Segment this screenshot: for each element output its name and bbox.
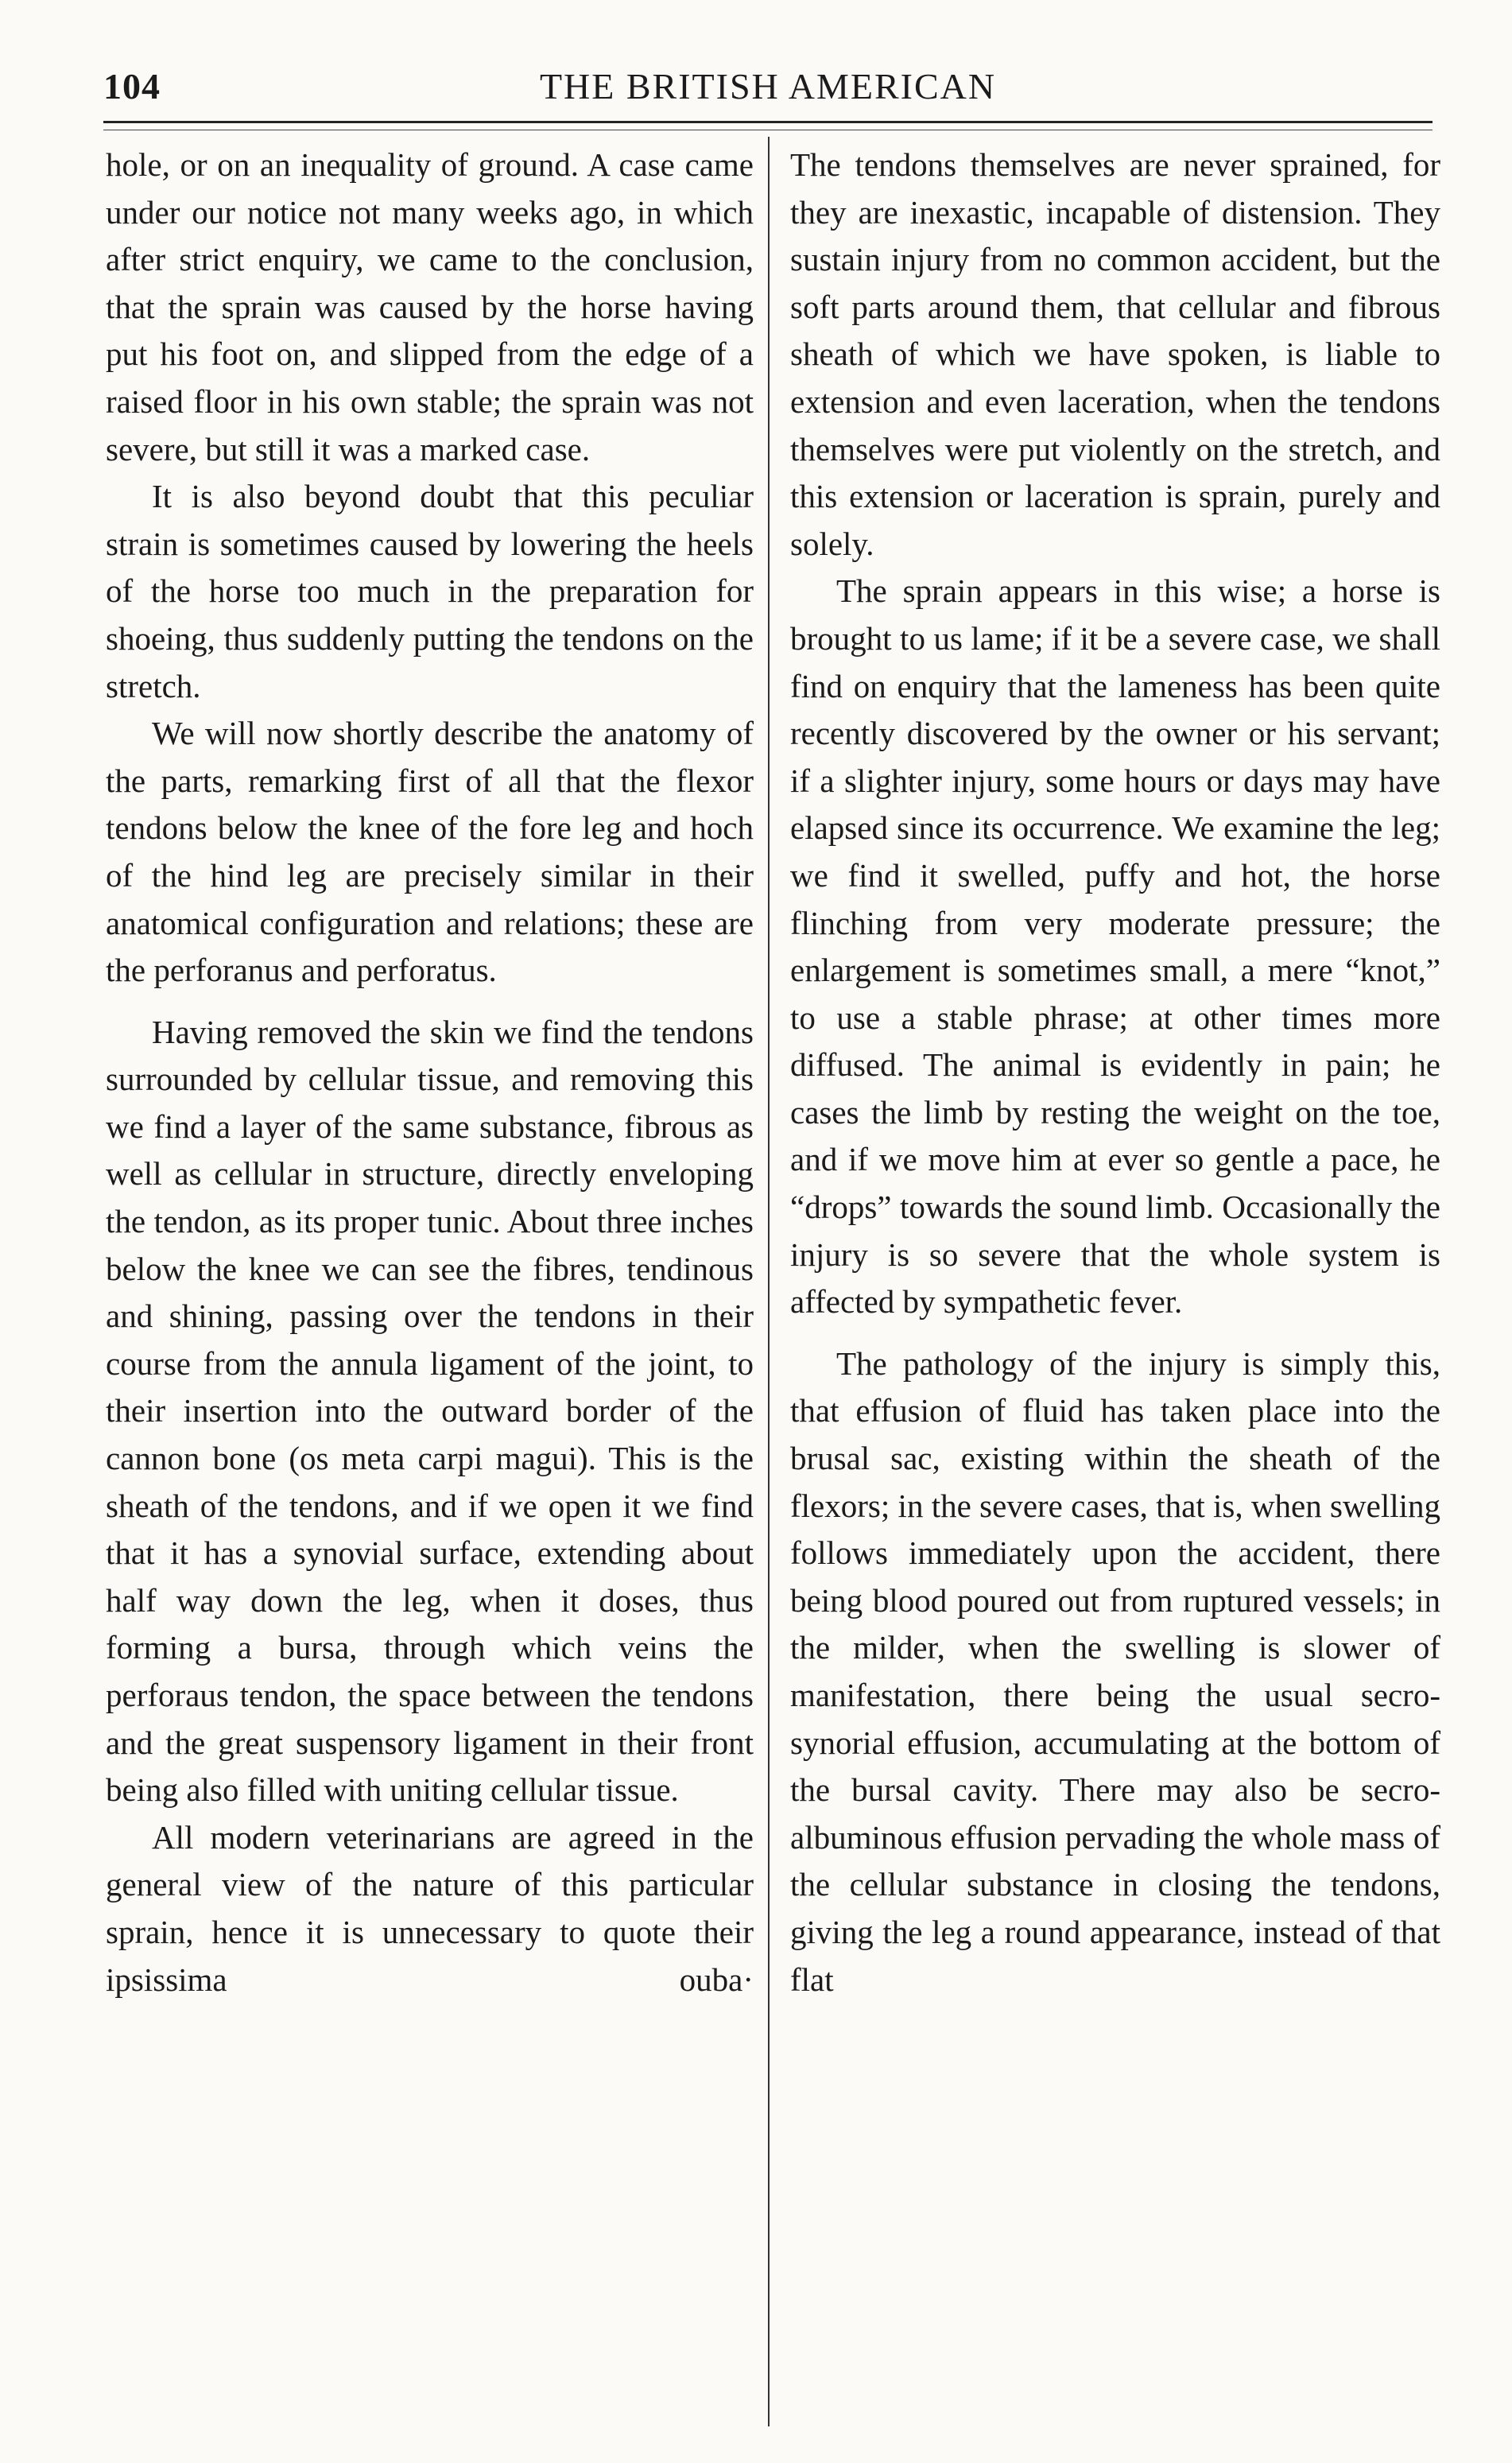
paragraph: The tendons themselves are never sprained, for they are inexastic, incapable of distension. They sustain injury from no common accident, but the soft parts around them, that cellular and fibrous sheath of which we have spoken, is liable to extension and even laceration, when the tendons themselves were put violently on the stretch, and this extension or laceration is sprain, purely and solely. [790,146,1440,562]
paragraph: Having removed the skin we find the tendons surrounded by cellular tissue, and removing this we find a layer of the same substance, fibrous as well as cellular in structure, directly enveloping the tendon, as its proper tunic. About three inches below the knee we can see the fibres, tendinous and shining, passing over the tendons in their course from the annula ligament of the joint, to their insertion into the outward border of the cannon bone (os meta carpi magui). This is the sheath of the tendons, and if we open it we find that it has a synovial surface, extending about half way down the leg, when it doses, thus forming a bursa, through which veins the perforaus tendon, the space between the tendons and the great suspensory ligament in their front being also filled with uniting cellular tissue. [106,1013,754,1809]
header-rule [103,121,1433,130]
left-column [106,142,754,2003]
paragraph: hole, or on an inequality of ground. A case came under our notice not many weeks ago, in which after strict enquiry, we came to the conclusion, that the sprain was caused by the horse having put his foot on, and slipped from the edge of a raised floor in his own stable; the sprain was not severe, but still it was a marked case. [106,146,754,467]
running-title: THE BRITISH AMERICAN [539,66,997,107]
paragraph: The sprain appears in this wise; a horse is brought to us lame; if it be a severe case, we shall find on enquiry that the lameness has been quite recently discovered by the owner or his servant; if a slighter injury, some hours or days may have elapsed since its occurrence. We examine the leg; we find it swelled, puffy and hot, the horse flinching from very moderate pressure; the enlargement is sometimes small, a mere “knot,” to use a stable phrase; at other times more diffused. The animal is evidently in pain; he cases the limb by resting the weight on the toe, and if we move him at ever so gentle a pace, he “drops” towards the sound limb. Occasionally the injury is so severe that the whole system is affected by sympathetic fever. [790,572,1440,1321]
paragraph: It is also beyond doubt that this peculiar strain is sometimes caused by lowering the heels of the horse too much in the preparation for shoeing, thus suddenly putting the tendons on the stretch. [106,478,754,704]
paragraph: The pathology of the injury is simply this, that effusion of fluid has taken place into the brusal sac, existing within the sheath of the flexors; in the severe cases, that is, when swelling follows immediately upon the accident, there being blood poured out from ruptured vessels; in the milder, when the swelling is slower of manifestation, there being the usual secro-synorial effusion, accumulating at the bottom of the bursal cavity. There may also be secro-albuminous effusion pervading the whole mass of the cellular substance in closing the tendons, giving the leg a round appearance, instead of that flat [790,1344,1440,1998]
paragraph: We will now shortly describe the anatomy of the parts, remarking first of all that the flexor tendons below the knee of the fore leg and hoch of the hind leg are precisely similar in their anatomical configuration and relations; these are the perforanus and perforatus. [106,715,754,989]
column-divider [768,137,770,2426]
page-number: 104 [103,66,161,107]
paragraph: All modern veterinarians are agreed in the general view of the nature of this particular sprain, hence it is unnecessary to quote their ipsissima ouba· [106,1818,754,1998]
right-column [790,142,1440,2003]
page-header [103,62,1433,118]
